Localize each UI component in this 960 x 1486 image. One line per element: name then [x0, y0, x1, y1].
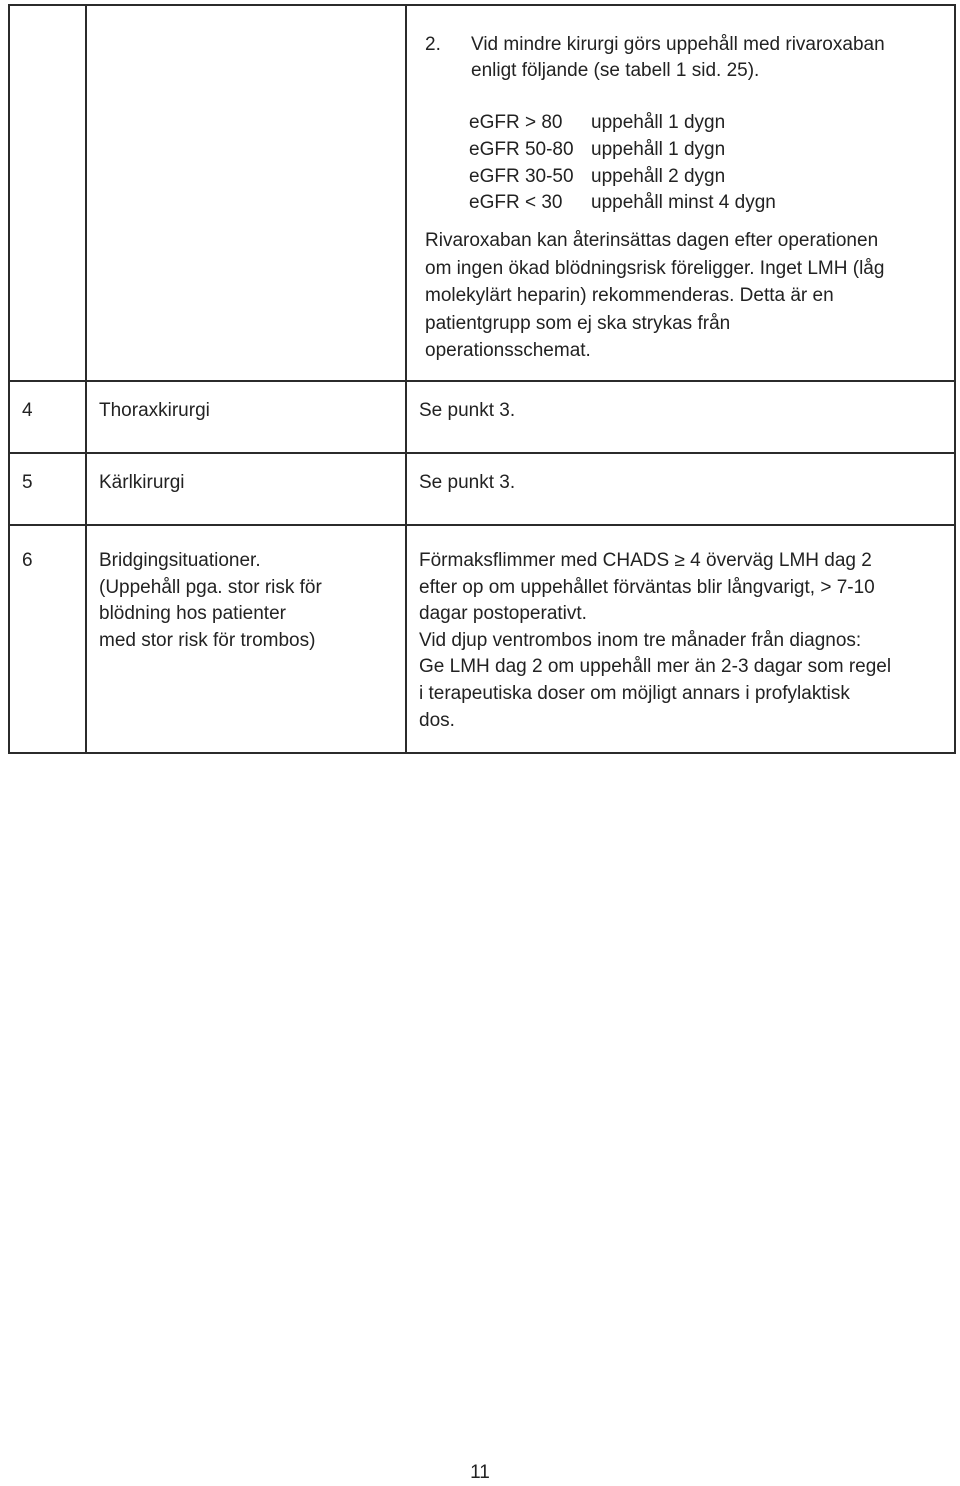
- row-number-cell: [9, 5, 86, 381]
- item-text-line: enligt följande (se tabell 1 sid. 25).: [471, 60, 760, 81]
- egfr-range: eGFR 50-80: [469, 138, 574, 160]
- table-row: [9, 5, 955, 381]
- note-text: Se punkt 3.: [419, 472, 516, 493]
- egfr-row: [469, 137, 954, 164]
- note-line: dagar postoperativt.: [419, 603, 587, 625]
- egfr-range: eGFR < 30: [469, 192, 563, 214]
- note-line: i terapeutiska doser om möjligt annars i profylaktisk: [419, 682, 850, 704]
- note-cell: [406, 5, 955, 381]
- table-row: [9, 381, 955, 453]
- area-cell: [86, 5, 406, 381]
- egfr-range: eGFR > 80: [469, 112, 563, 133]
- egfr-row: [469, 190, 954, 217]
- page-number: 11: [470, 1462, 490, 1483]
- reinstatement-paragraph: [425, 227, 954, 365]
- item-number: 2.: [425, 34, 441, 55]
- egfr-pause: uppehåll 1 dygn: [591, 138, 726, 160]
- area-text: [87, 526, 405, 654]
- egfr-pause: uppehåll minst 4 dygn: [591, 192, 776, 214]
- surgery-guidance-table: [8, 4, 956, 754]
- paragraph-line: Rivaroxaban kan återinsättas dagen efter operationen: [425, 230, 879, 252]
- row-number-cell: [9, 381, 86, 453]
- note-line: Vid djup ventrombos inom tre månader från diagnos:: [419, 629, 862, 651]
- area-line: (Uppehåll pga. stor risk för: [99, 576, 322, 598]
- table-row: [9, 453, 955, 525]
- egfr-pause: uppehåll 1 dygn: [591, 112, 726, 133]
- row-number-cell: [9, 453, 86, 525]
- numbered-item: [425, 32, 954, 84]
- note-text: Se punkt 3.: [419, 400, 516, 421]
- area-line: blödning hos patienter: [99, 603, 286, 625]
- note-cell: [406, 453, 955, 525]
- note-text: [407, 526, 954, 734]
- egfr-row: [469, 164, 954, 191]
- note-line: Förmaksflimmer med CHADS ≥ 4 överväg LMH dag 2: [419, 550, 872, 571]
- paragraph-line: patientgrupp som ej ska strykas från: [425, 312, 731, 334]
- paragraph-line: molekylärt heparin) rekommenderas. Detta är en: [425, 285, 834, 307]
- area-line: Bridgingsituationer.: [99, 550, 261, 571]
- row-number-cell: [9, 525, 86, 753]
- egfr-pause: uppehåll 2 dygn: [591, 165, 726, 187]
- table-row: [9, 525, 955, 753]
- egfr-pause-list: [469, 110, 954, 217]
- row-number: 4: [22, 400, 33, 421]
- area-cell: [86, 381, 406, 453]
- note-cell: [406, 525, 955, 753]
- egfr-range: eGFR 30-50: [469, 165, 574, 187]
- item-text-line: Vid mindre kirurgi görs uppehåll med rivaroxaban: [471, 34, 885, 55]
- paragraph-line: operationsschemat.: [425, 340, 591, 362]
- row-number: 5: [22, 472, 33, 493]
- paragraph-line: om ingen ökad blödningsrisk föreligger. Inget LMH (låg: [425, 257, 885, 279]
- area-cell: [86, 525, 406, 753]
- row-number: 6: [22, 550, 33, 571]
- note-cell: [406, 381, 955, 453]
- egfr-row: [469, 110, 954, 137]
- area-cell: [86, 453, 406, 525]
- area-line: med stor risk för trombos): [99, 629, 316, 651]
- area-label: Thoraxkirurgi: [99, 400, 210, 421]
- note-line: dos.: [419, 709, 455, 731]
- area-label: Kärlkirurgi: [99, 472, 185, 493]
- note-line: efter op om uppehållet förväntas blir långvarigt, > 7-10: [419, 576, 875, 598]
- note-line: Ge LMH dag 2 om uppehåll mer än 2-3 dagar som regel: [419, 656, 892, 678]
